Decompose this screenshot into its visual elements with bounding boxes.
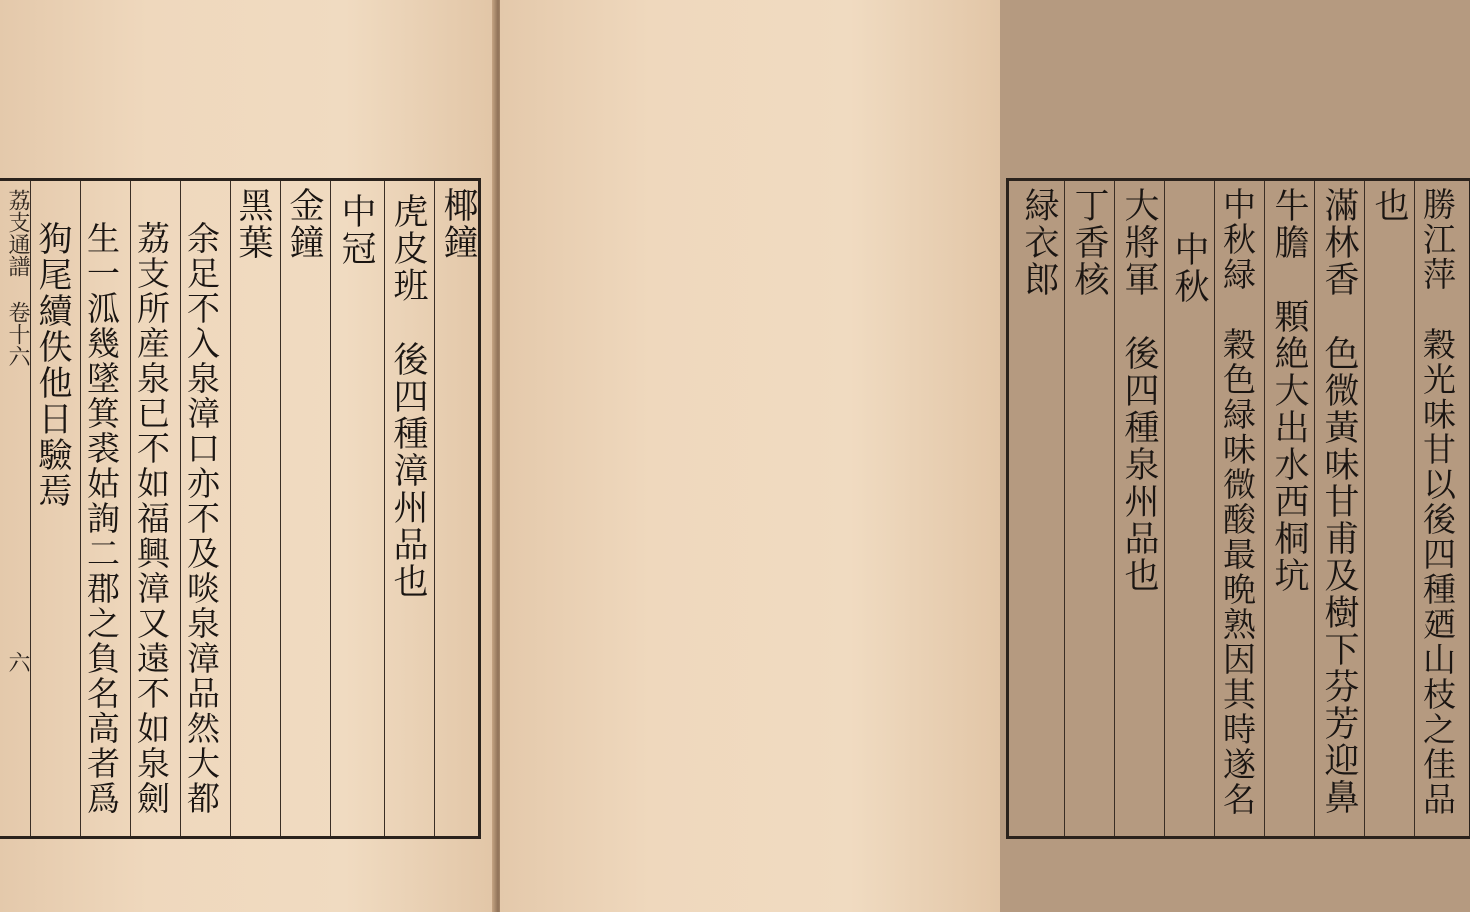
text-column: 也: [1369, 187, 1409, 224]
text-column: 勝江萍 穀光味甘以後四種廼山枝之佳品: [1418, 187, 1457, 817]
margin-volume: 卷十六: [5, 301, 30, 367]
text-column: 牛膽 顆絶大出水西桐坑: [1269, 187, 1309, 594]
right-page: [500, 0, 1457, 912]
column-rule: [130, 181, 131, 836]
column-rule: [330, 181, 331, 836]
text-column: 虎皮班 後四種漳州品也: [388, 193, 428, 600]
text-column: 滿林香 色微黃味甘甫及樹下芬芳迎鼻: [1319, 187, 1359, 816]
text-column: 荔支所産泉已不如福興漳又遠不如泉劍: [132, 221, 171, 816]
column-rule: [80, 181, 81, 836]
text-column: 中冠: [336, 193, 376, 267]
text-column: 狗尾續佚他日驗焉: [32, 221, 72, 509]
column-rule: [1314, 181, 1315, 836]
text-column: 中秋緑 穀色緑味微酸最晩熟因其時遂名: [1218, 187, 1257, 817]
margin-folio: 六: [5, 651, 30, 673]
text-column: 緑衣郎: [1019, 187, 1059, 298]
column-rule: [1114, 181, 1115, 836]
text-column: 椰鐘: [438, 187, 478, 261]
column-rule: [30, 181, 31, 836]
right-page-frame: [1006, 178, 1470, 839]
column-rule: [384, 181, 385, 836]
text-column: 中秋: [1169, 231, 1209, 305]
text-column: 丁香核: [1069, 187, 1109, 298]
column-rule: [434, 181, 435, 836]
text-column: 大將軍 後四種泉州品也: [1119, 187, 1159, 594]
text-column: 余足不入泉漳口亦不及啖泉漳品然大都: [182, 221, 221, 816]
column-rule: [180, 181, 181, 836]
column-rule: [1214, 181, 1215, 836]
text-column: 金鐘: [284, 187, 324, 261]
column-rule: [1264, 181, 1265, 836]
column-rule: [1364, 181, 1365, 836]
left-page-frame: [0, 178, 481, 839]
column-rule: [230, 181, 231, 836]
text-column: 黑葉: [233, 187, 273, 261]
left-page: [0, 0, 494, 912]
text-column: 生一泒幾墜箕裘姑詢二郡之負名高者爲: [82, 221, 121, 816]
column-rule: [1414, 181, 1415, 836]
column-rule: [1064, 181, 1065, 836]
column-rule: [280, 181, 281, 836]
column-rule: [1164, 181, 1165, 836]
margin-title: 荔支通譜: [5, 189, 30, 277]
